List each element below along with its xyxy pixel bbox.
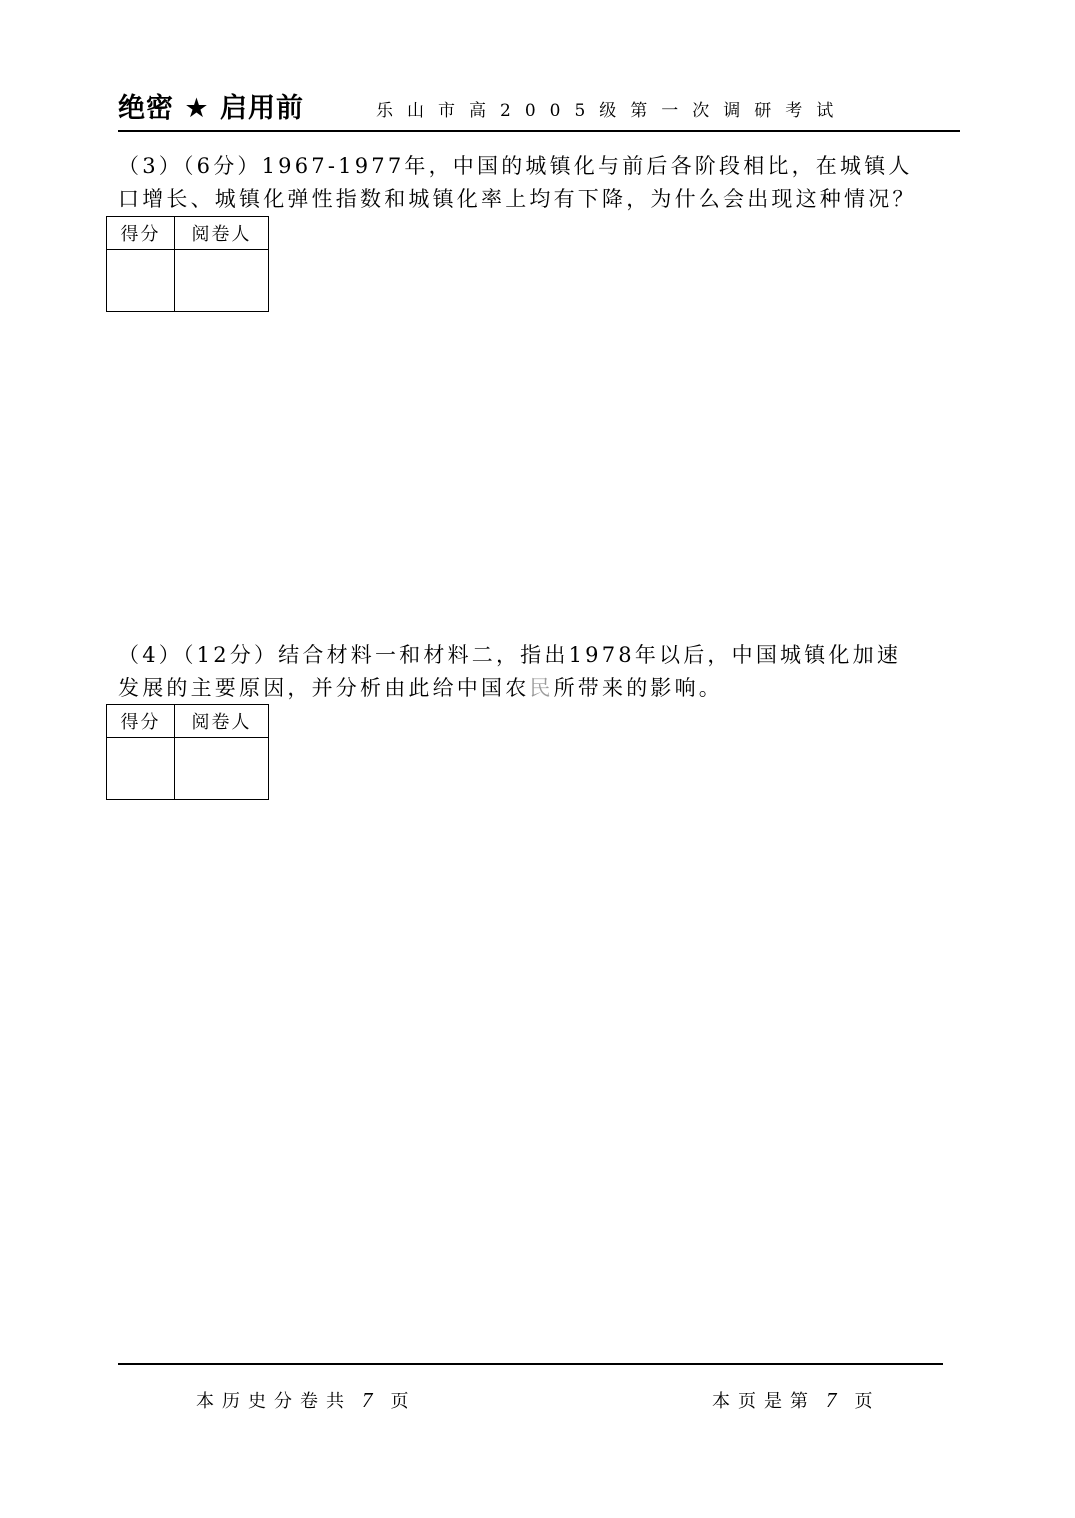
grader-label: 阅卷人	[175, 705, 269, 738]
score-label: 得分	[107, 217, 175, 250]
score-box-q3	[106, 216, 269, 312]
footer-total-number: 7	[362, 1388, 381, 1412]
question-3-line-2: 口增长、城镇化弹性指数和城镇化率上均有下降，为什么会出现这种情况？	[118, 187, 917, 211]
score-box-q4	[106, 704, 269, 800]
grader-label: 阅卷人	[175, 217, 269, 250]
score-cell[interactable]	[107, 250, 175, 312]
question-4-line-2	[118, 672, 980, 705]
footer-right-prefix: 本页是第	[712, 1391, 816, 1412]
footer-divider	[118, 1363, 943, 1365]
footer-total-pages	[196, 1386, 417, 1416]
question-3-line-1: （3）（6分）1967-1977年，中国的城镇化与前后各阶段相比，在城镇人	[118, 154, 913, 178]
footer-left-prefix: 本历史分卷共	[196, 1391, 352, 1412]
exam-title: 乐山市高2005级第一次调研考试	[376, 101, 848, 121]
grader-cell[interactable]	[175, 738, 269, 800]
page-header	[118, 92, 960, 132]
footer-left-suffix: 页	[390, 1391, 417, 1412]
footer-page-number: 7	[826, 1388, 845, 1412]
score-cell[interactable]	[107, 738, 175, 800]
question-4	[118, 639, 980, 705]
grader-cell[interactable]	[175, 250, 269, 312]
footer-current-page	[712, 1386, 881, 1416]
question-4-faint-char: 民	[529, 676, 554, 700]
question-4-line-2-part-a: 发展的主要原因，并分析由此给中国农	[118, 676, 530, 700]
footer-right-suffix: 页	[854, 1391, 881, 1412]
score-label: 得分	[107, 705, 175, 738]
question-4-line-1: （4）（12分）结合材料一和材料二，指出1978年以后，中国城镇化加速	[118, 643, 902, 667]
confidential-label: 绝密 ★ 启用前	[118, 93, 305, 124]
question-4-line-2-part-c: 所带来的影响。	[553, 676, 724, 700]
question-3	[118, 150, 980, 216]
